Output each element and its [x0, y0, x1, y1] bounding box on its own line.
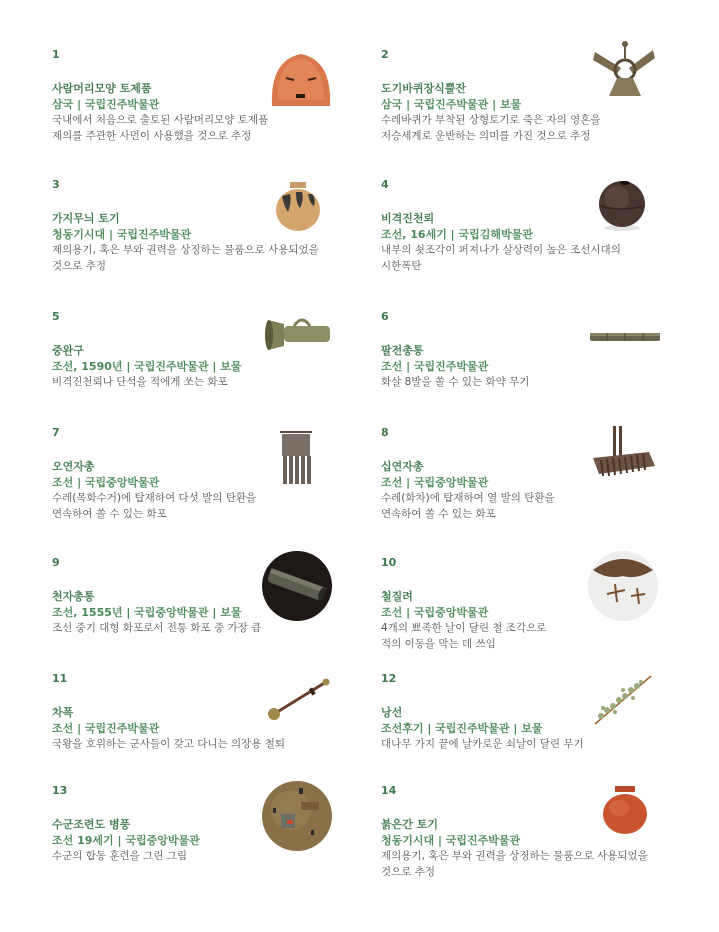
- item-number: 6: [381, 310, 389, 323]
- artifact-item-11: [52, 672, 372, 792]
- artifact-item-4: [381, 178, 701, 298]
- item-meta: 조선, 1590년 | 국립진주박물관 | 보물: [52, 360, 242, 373]
- painted-pot-icon: [274, 180, 322, 232]
- mortar-icon: [264, 314, 334, 354]
- artifact-item-3: [52, 178, 372, 298]
- item-number: 2: [381, 48, 389, 61]
- item-description: 국내에서 처음으로 출토된 사람머리모양 토제품 제의를 주관한 사먼이 사용했을 것으로 추정: [52, 114, 269, 142]
- artifact-item-10: [381, 556, 701, 676]
- item-meta: 조선 | 국립중앙박물관: [381, 606, 489, 619]
- item-meta: 청동기시대 | 국립진주박물관: [381, 834, 521, 847]
- artifact-item-9: [52, 556, 372, 676]
- artifact-item-8: [381, 426, 701, 546]
- artifact-item-14: [381, 784, 701, 904]
- artifact-item-1: [52, 48, 372, 168]
- bamboo-spear-icon: [589, 672, 655, 728]
- item-number: 1: [52, 48, 60, 61]
- artifact-item-5: [52, 310, 372, 430]
- item-description: 화살 8발을 쏠 수 있는 화약 무기: [381, 376, 530, 388]
- item-meta: 조선 19세기 | 국립중앙박물관: [52, 834, 200, 847]
- item-meta: 조선, 1555년 | 국립중앙박물관 | 보물: [52, 606, 242, 619]
- item-number: 11: [52, 672, 68, 685]
- item-title: 낭선: [381, 706, 403, 719]
- item-number: 10: [381, 556, 397, 569]
- item-description: 제의용기, 혹은 부와 권력을 상징하는 물품으로 사용되었을 것으로 추정: [381, 850, 648, 878]
- item-number: 13: [52, 784, 68, 797]
- wheel-horn-cup-icon: [591, 38, 657, 100]
- item-number: 5: [52, 310, 60, 323]
- item-description: 제의용기, 혹은 부와 권력을 상징하는 물품으로 사용되었을 것으로 추정: [52, 244, 319, 272]
- artifact-item-7: [52, 426, 372, 546]
- item-meta: 삼국 | 국립진주박물관: [52, 98, 160, 111]
- item-description: 비격진천뢰나 단석을 적에게 쏘는 화포: [52, 376, 228, 388]
- item-meta: 삼국 | 국립진주박물관 | 보물: [381, 98, 522, 111]
- iron-bomb-icon: [597, 178, 647, 232]
- item-number: 12: [381, 672, 397, 685]
- item-title: 차폭: [52, 706, 74, 719]
- item-meta: 조선 | 국립중앙박물관: [381, 476, 489, 489]
- item-title: 십연자총: [381, 460, 424, 473]
- item-number: 14: [381, 784, 397, 797]
- cannon-icon: [261, 550, 333, 622]
- item-title: 철질려: [381, 590, 413, 603]
- item-description: 조선 중기 대형 화포로서 전통 화포 중 가장 큼: [52, 622, 262, 634]
- artifact-item-13: [52, 784, 372, 904]
- clay-head-icon: [268, 50, 334, 108]
- item-description: 국왕을 호위하는 군사들이 갖고 다니는 의장용 철퇴: [52, 738, 286, 750]
- ten-barrel-gun-icon: [589, 424, 659, 482]
- item-meta: 조선 | 국립진주박물관: [52, 722, 160, 735]
- artifact-item-2: [381, 48, 701, 168]
- item-description: 수군의 합동 훈련을 그린 그림: [52, 850, 188, 862]
- item-description: 대나무 가지 끝에 날카로운 쇠날이 달린 무기: [381, 738, 584, 750]
- item-meta: 조선 | 국립진주박물관: [381, 360, 489, 373]
- item-meta: 조선후기 | 국립진주박물관 | 보물: [381, 722, 543, 735]
- red-pot-icon: [601, 784, 649, 836]
- item-title: 팔전총통: [381, 344, 424, 357]
- item-meta: 조선, 16세기 | 국립김해박물관: [381, 228, 533, 241]
- item-title: 오연자총: [52, 460, 95, 473]
- item-description: 4개의 뾰족한 날이 달린 철 조각으로 적의 이동을 막는 데 쓰임: [381, 622, 547, 650]
- item-description: 수레(화차)에 탑재하여 열 발의 탄환을 연속하여 쏠 수 있는 화포: [381, 492, 555, 520]
- item-description: 수레바퀴가 부착된 상형토기로 죽은 자의 영혼을 저승세계로 운반하는 의미를 가진 것으로 추정: [381, 114, 601, 142]
- five-barrel-gun-icon: [278, 430, 314, 486]
- item-number: 7: [52, 426, 60, 439]
- item-title: 사람머리모양 토제품: [52, 82, 152, 95]
- item-number: 9: [52, 556, 60, 569]
- caltrops-icon: [587, 550, 659, 622]
- item-meta: 조선 | 국립중앙박물관: [52, 476, 160, 489]
- item-meta: 청동기시대 | 국립진주박물관: [52, 228, 192, 241]
- item-title: 중완구: [52, 344, 84, 357]
- item-description: 수레(목화수거)에 탑재하여 다섯 발의 탄환을 연속하여 쏠 수 있는 화포: [52, 492, 257, 520]
- naval-screen-icon: [261, 780, 333, 852]
- item-number: 4: [381, 178, 389, 191]
- artifact-item-12: [381, 672, 701, 792]
- item-description: 내부의 쇳조각이 퍼져나가 살상력이 높은 조선시대의 시한폭탄: [381, 244, 621, 272]
- item-title: 천자총통: [52, 590, 95, 603]
- mace-icon: [264, 676, 330, 720]
- item-title: 도기바퀴장식뿔잔: [381, 82, 467, 95]
- gun-barrel-icon: [589, 330, 661, 344]
- item-title: 수군조련도 병풍: [52, 818, 131, 831]
- item-number: 3: [52, 178, 60, 191]
- artifact-item-6: [381, 310, 701, 430]
- item-title: 붉은간 토기: [381, 818, 438, 831]
- item-title: 가지무늬 토기: [52, 212, 120, 225]
- item-title: 비격진천뢰: [381, 212, 435, 225]
- item-number: 8: [381, 426, 389, 439]
